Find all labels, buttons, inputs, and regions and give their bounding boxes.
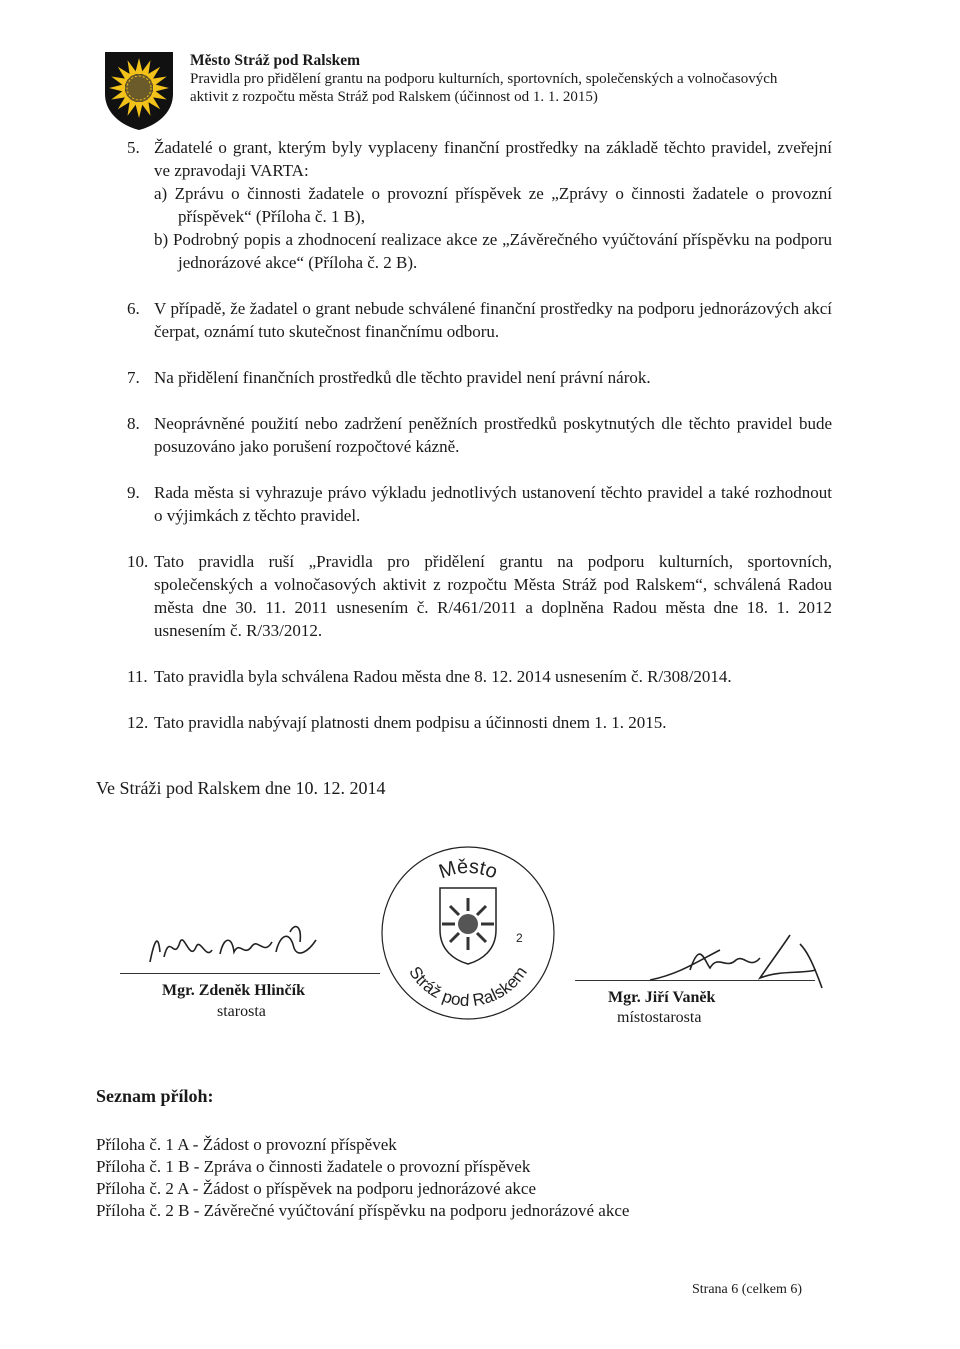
item-text: Neoprávněné použití nebo zadržení peněžních prostředků poskytnutých dle těchto pravidel bude posuzováno jako porušení rozpočtové kázně. [154,414,832,456]
signature-scribble-left [140,922,340,972]
item-text: Rada města si vyhrazuje právo výkladu jednotlivých ustanovení těchto pravidel a také rozhodnout o výjimkách z těchto pravidel. [154,483,832,525]
attachment-item: Příloha č. 2 B - Závěrečné vyúčtování příspěvku na podporu jednorázové akce [96,1201,630,1220]
item-number: 7. [127,368,140,387]
sub-item-b: b) Podrobný popis a zhodnocení realizace akce ze „Závěrečného vyúčtování příspěvku na podporu jednorázové akce“ (Příloha č. 2 B). [154,230,832,272]
item-text: Na přidělení finančních prostředků dle těchto pravidel není právní nárok. [154,368,651,387]
document-body [127,136,832,757]
rule-item-5 [127,136,832,274]
stamp-bottom-text: Stráž pod Ralskem [405,962,531,1011]
signature-scribble-right [640,930,830,990]
item-text: V případě, že žadatel o grant nebude schválené finanční prostředky na podporu jednorázových akcí čerpat, oznámí tuto skutečnost finančnímu odboru. [154,299,832,341]
item-number: 10. [127,552,149,571]
attachment-item: Příloha č. 1 B - Zpráva o činnosti žadatele o provozní příspěvek [96,1157,531,1176]
svg-text:Město [436,856,500,884]
page-number: Strana 6 (celkem 6) [692,1282,803,1297]
item-number: 12. [127,713,149,732]
signatory-name-right: Mgr. Jiří Vaněk [608,989,716,1006]
item-number: 6. [127,299,140,318]
item-number: 5. [127,138,140,157]
official-stamp-icon [378,838,558,1028]
item-text: Žadatelé o grant, kterým byly vyplaceny finanční prostředky na základě těchto pravidel, zveřejní ve zpravodaji VARTA: [154,138,832,180]
rule-item-6 [127,297,832,343]
rule-item-12 [127,711,832,734]
item-text: Tato pravidla nabývají platnosti dnem podpisu a účinnosti dnem 1. 1. 2015. [154,713,667,732]
signatory-role-right: místostarosta [617,1009,702,1026]
rule-item-7 [127,366,832,389]
item-number: 11. [127,667,148,686]
signatory-role-left: starosta [217,1003,266,1020]
rule-item-11 [127,665,832,688]
town-crest-icon [103,50,175,132]
signatory-name-left: Mgr. Zdeněk Hlinčík [162,982,305,999]
attachments-title: Seznam příloh: [96,1086,214,1106]
header-subtitle-line1: Pravidla pro přidělení grantu na podporu kulturních, sportovních, společenských a volnočasových [190,71,778,87]
place-and-date: Ve Stráži pod Ralskem dne 10. 12. 2014 [96,778,386,798]
sub-item-a: a) Zprávu o činnosti žadatele o provozní příspěvek ze „Zprávy o činnosti žadatele o provozní příspěvek“ (Příloha č. 1 B), [154,184,832,226]
rule-item-9 [127,481,832,527]
attachment-item: Příloha č. 2 A - Žádost o příspěvek na podporu jednorázové akce [96,1179,536,1198]
item-text: Tato pravidla byla schválena Radou města dne 8. 12. 2014 usnesením č. R/308/2014. [154,667,732,686]
signature-line-left [120,973,380,974]
document-header [190,52,890,106]
rule-item-10 [127,550,832,642]
item-number: 8. [127,414,140,433]
stamp-top-text: Město [436,855,501,884]
attachment-item: Příloha č. 1 A - Žádost o provozní příspěvek [96,1135,397,1154]
svg-text:Stráž pod Ralskem [405,963,531,1010]
item-number: 9. [127,483,140,502]
header-title: Město Stráž pod Ralskem [190,52,361,69]
stamp-number: 2 [516,931,523,945]
rule-item-8 [127,412,832,458]
signature-line-right [575,980,815,981]
attachments-list [96,1134,629,1222]
header-subtitle-line2: aktivit z rozpočtu města Stráž pod Ralskem (účinnost od 1. 1. 2015) [190,89,598,105]
item-text: Tato pravidla ruší „Pravidla pro přidělení grantu na podporu kulturních, sportovních, společenských a volnočasových aktivit z rozpočtu Města Stráž pod Ralskem“, schválená Radou města dne 30. 11. 2011 usnesením č. R/461/2011 a doplněna Radou města dne 18. 1. 2012 usnesením č. R/33/2012. [154,552,832,640]
